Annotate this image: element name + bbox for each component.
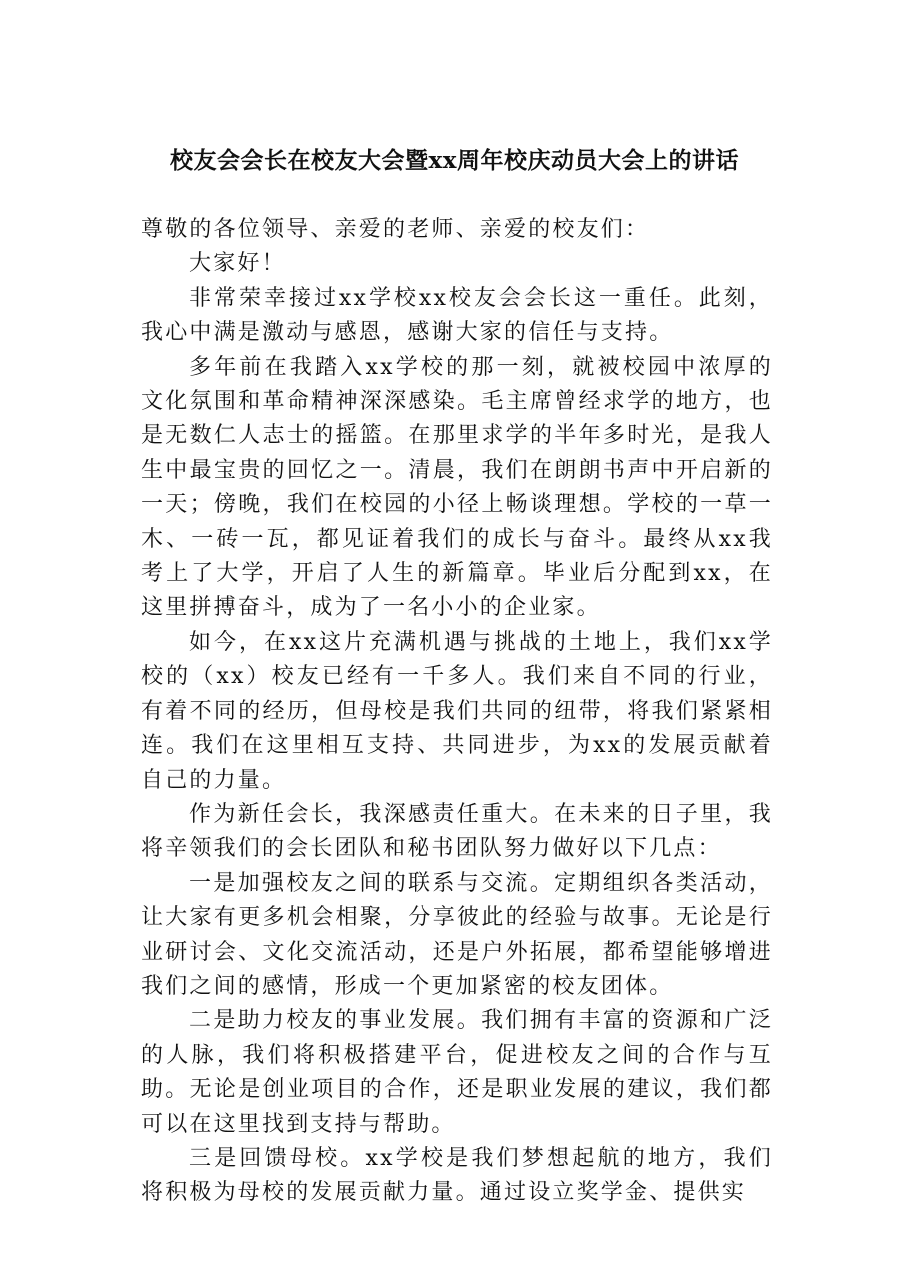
- paragraph-point-one: 一是加强校友之间的联系与交流。定期组织各类活动，让大家有更多机会相聚，分享彼此的经验与故事。无论是行业研讨会、文化交流活动，还是户外拓展，都希望能够增进我们之间的感情，形成一个更加紧密的校友团体。: [141, 870, 773, 999]
- paragraph-point-two: 二是助力校友的事业发展。我们拥有丰富的资源和广泛的人脉，我们将积极搭建平台，促进校友之间的合作与互助。无论是创业项目的合作，还是职业发展的建议，我们都可以在这里找到支持与帮助。: [141, 1008, 773, 1137]
- document-body: [141, 213, 773, 1211]
- salutation: 尊敬的各位领导、亲爱的老师、亲爱的校友们：: [141, 217, 650, 242]
- paragraph-greeting: 大家好！: [189, 251, 286, 277]
- paragraph-memories: 多年前在我踏入xx学校的那一刻，就被校园中浓厚的文化氛围和革命精神深深感染。毛主席曾经求学的地方，也是无数仁人志士的摇篮。在那里求学的半年多时光，是我人生中最宝贵的回忆之一。清晨，我们在朗朗书声中开启新的一天；傍晚，我们在校园的小径上畅谈理想。学校的一草一木、一砖一瓦，都见证着我们的成长与奋斗。最终从xx我考上了大学，开启了人生的新篇章。毕业后分配到xx，在这里拼搏奋斗，成为了一名小小的企业家。: [141, 354, 773, 621]
- paragraph-honor: 非常荣幸接过xx学校xx校友会会长这一重任。此刻，我心中满是激动与感恩，感谢大家的信任与支持。: [141, 285, 773, 346]
- paragraph-responsibility: 作为新任会长，我深感责任重大。在未来的日子里，我将辛领我们的会长团队和秘书团队努力做好以下几点：: [141, 801, 773, 862]
- document-title: 校友会会长在校友大会暨xx周年校庆动员大会上的讲话: [170, 147, 739, 174]
- paragraph-alumni: 如今，在xx这片充满机遇与挑战的土地上，我们xx学校的（xx）校友已经有一千多人。我们来自不同的行业，有着不同的经历，但母校是我们共同的纽带，将我们紧紧相连。我们在这里相互支持、共同进步，为xx的发展贡献着自己的力量。: [141, 629, 773, 793]
- paragraph-point-three: 三是回馈母校。xx学校是我们梦想起航的地方，我们将积极为母校的发展贡献力量。通过设立奖学金、提供实: [141, 1145, 773, 1206]
